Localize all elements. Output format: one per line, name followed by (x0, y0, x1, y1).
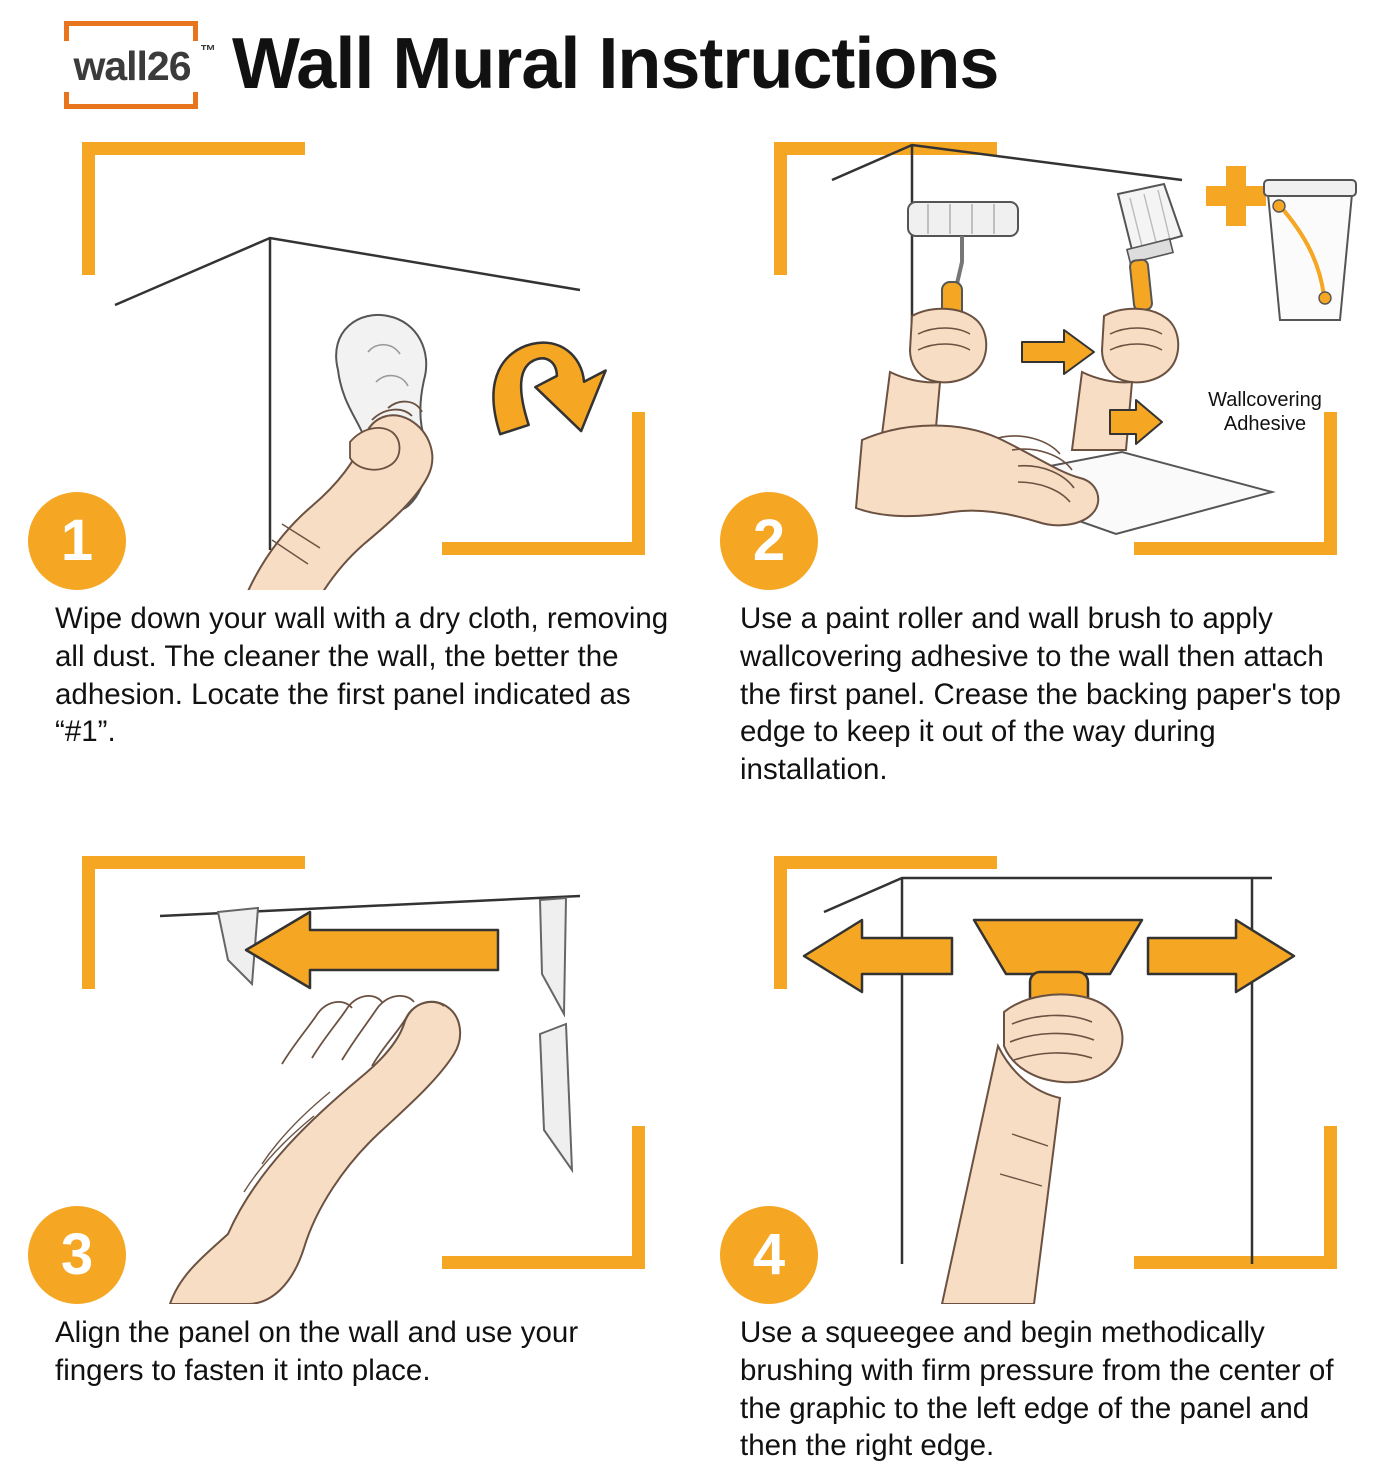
step-2-caption: Use a paint roller and wall brush to apply wallcovering adhesive to the wall then attach the first panel. Crease the backing paper's top edge to keep it out of the way during installation. (740, 602, 1341, 786)
step-2 (712, 120, 1372, 789)
step-3-caption: Align the panel on the wall and use your fingers to fasten it into place. (55, 1316, 579, 1387)
step-1-illustration (20, 120, 680, 590)
step-1-number-badge: 1 (28, 492, 126, 590)
adhesive-label-line-1: Wallcovering (1208, 389, 1322, 411)
step-1 (20, 120, 680, 751)
step-3-illustration (20, 834, 680, 1304)
step-1-caption: Wipe down your wall with a dry cloth, removing all dust. The cleaner the wall, the better the adhesion. Locate the first panel indicated as “#1”. (55, 602, 669, 749)
step-2-illustration (712, 120, 1372, 590)
step-4-illustration (712, 834, 1372, 1304)
page-header (0, 0, 1377, 120)
wall26-logo (52, 15, 216, 113)
wallcovering-adhesive-label (1170, 388, 1360, 436)
step-2-number-badge: 2 (720, 492, 818, 590)
adhesive-label-line-2: Adhesive (1223, 413, 1307, 435)
logo-wordmark: wall26 (52, 41, 212, 92)
step-4-number-badge: 4 (720, 1206, 818, 1304)
logo-trademark-symbol: ™ (200, 43, 216, 60)
step-4 (712, 834, 1372, 1465)
step-3-number-badge: 3 (28, 1206, 126, 1304)
page-title: Wall Mural Instructions (232, 24, 999, 104)
step-3 (20, 834, 680, 1390)
step-4-caption: Use a squeegee and begin methodically brushing with firm pressure from the center of the graphic to the left edge of the panel and then the right edge. (740, 1316, 1334, 1463)
